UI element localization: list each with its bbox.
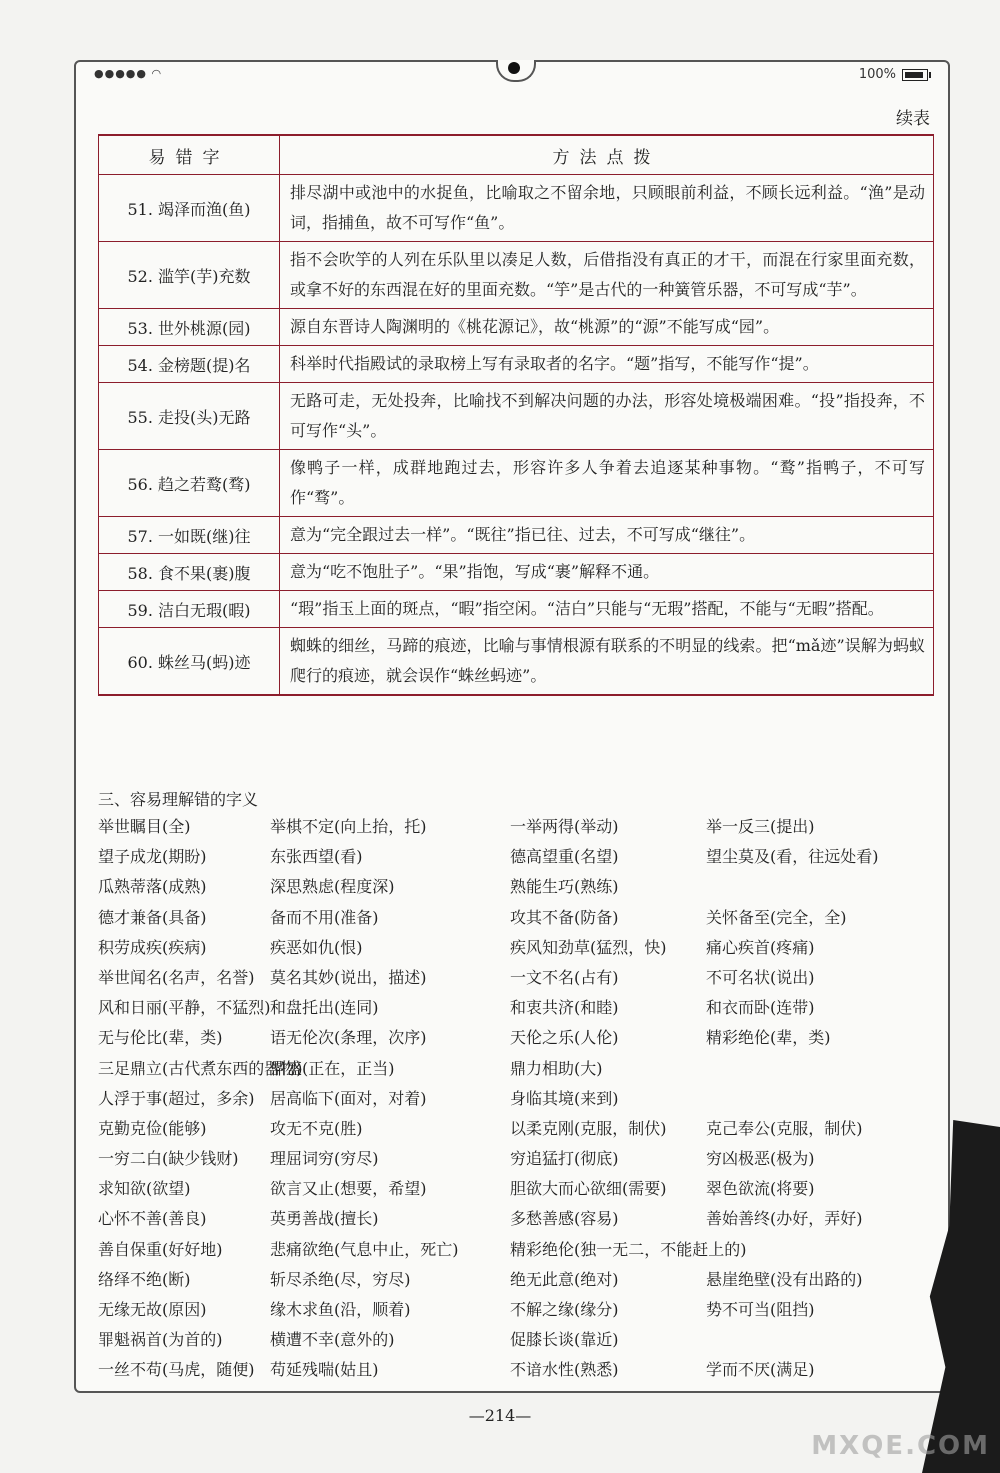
idiom-item: 和盘托出(连同)	[270, 998, 379, 1018]
method-tip: 蜘蛛的细丝，马蹄的痕迹，比喻与事情根源有联系的不明显的线索。把“mǎ迹”误解为蚂蚁爬行的痕迹，就会误作“蛛丝蚂迹”。	[280, 628, 934, 696]
method-tip: 指不会吹竽的人列在乐队里以凑足人数，后借指没有真正的才干，而混在行家里面充数，或拿不好的东西混在好的里面充数。“竽”是古代的一种簧管乐器，不可写成“芋”。	[280, 242, 934, 309]
idiom-item: 不解之缘(缘分)	[510, 1300, 619, 1319]
idiom-item: 穷凶极恶(极为)	[706, 1149, 815, 1169]
method-tip: 像鸭子一样，成群地跑过去，形容许多人争着去追逐某种事物。“鹜”指鸭子，不可写作“骛”。	[280, 450, 934, 517]
word-row	[98, 1237, 938, 1267]
idiom-item: 莫名其妙(说出，描述)	[270, 967, 427, 987]
word-row	[98, 1086, 938, 1116]
method-tip: 意为“完全跟过去一样”。“既往”指已往、过去，不可写成“继往”。	[280, 517, 934, 554]
idiom-item: 瓜熟蒂落(成熟)	[98, 877, 207, 897]
idiom-item: 风和日丽(平静，不猛烈)	[98, 998, 271, 1018]
idiom-item: 横遭不幸(意外的)	[270, 1330, 395, 1350]
error-word: 51. 竭泽而渔(鱼)	[99, 175, 280, 242]
idiom-item: 以柔克刚(克服，制伏)	[510, 1118, 667, 1138]
error-word: 58. 食不果(裹)腹	[99, 554, 280, 591]
idiom-item: 不谙水性(熟悉)	[510, 1360, 619, 1380]
idiom-item: 多愁善感(容易)	[510, 1209, 619, 1229]
idiom-item: 胆欲大而心欲细(需要)	[510, 1179, 667, 1199]
method-tip: 意为“吃不饱肚子”。“果”指饱，写成“裹”解释不通。	[280, 554, 934, 591]
table-row	[99, 628, 934, 696]
idiom-item: 善始善终(办好，弄好)	[706, 1209, 863, 1229]
idiom-item: 悲痛欲绝(气息中止，死亡)	[270, 1239, 459, 1259]
idiom-item: 和衣而卧(连带)	[706, 998, 815, 1018]
idiom-item: 居高临下(面对，对着)	[270, 1088, 427, 1108]
idiom-item: 求知欲(欲望)	[98, 1179, 191, 1199]
word-row	[98, 1116, 938, 1146]
idiom-item: 东张西望(看)	[270, 847, 363, 867]
word-row	[98, 1176, 938, 1206]
idiom-item: 绝无此意(绝对)	[510, 1269, 619, 1289]
idiom-item: 身临其境(来到)	[510, 1088, 619, 1108]
word-row	[98, 1206, 938, 1236]
idiom-item: 痛心疾首(疼痛)	[706, 937, 815, 957]
error-word: 55. 走投(头)无路	[99, 383, 280, 450]
table-row	[99, 346, 934, 383]
word-row	[98, 1056, 938, 1086]
error-words-table	[98, 134, 934, 696]
page-frame	[74, 60, 950, 1393]
word-row	[98, 844, 938, 874]
idiom-item: 积劳成疾(疾病)	[98, 937, 207, 957]
idiom-item: 熟能生巧(熟练)	[510, 877, 619, 897]
word-row	[98, 1297, 938, 1327]
table-header-row	[99, 135, 934, 175]
idiom-item: 英勇善战(擅长)	[270, 1209, 379, 1229]
idiom-item: 精彩绝伦(辈，类)	[706, 1028, 831, 1048]
idiom-item: 不可名状(说出)	[706, 967, 815, 987]
idiom-item: 一举两得(举动)	[510, 817, 619, 836]
idiom-item: 举世瞩目(全)	[98, 817, 191, 836]
idiom-item: 悬崖绝壁(没有出路的)	[706, 1269, 863, 1289]
table-row	[99, 450, 934, 517]
idiom-item: 翠色欲流(将要)	[706, 1179, 815, 1199]
continued-label: 续表	[896, 109, 930, 129]
idiom-item: 疾风知劲草(猛烈，快)	[510, 937, 667, 957]
idiom-item: 人浮于事(超过，多余)	[98, 1088, 255, 1108]
error-word: 59. 洁白无瑕(暇)	[99, 591, 280, 628]
error-word: 54. 金榜题(提)名	[99, 346, 280, 383]
idiom-item: 鼎力相助(大)	[510, 1058, 603, 1078]
idiom-item: 疾恶如仇(恨)	[270, 937, 363, 957]
idiom-item: 无与伦比(辈，类)	[98, 1028, 223, 1048]
method-tip: “瑕”指玉上面的斑点，“暇”指空闲。“洁白”只能与“无瑕”搭配，不能与“无暇”搭配。	[280, 591, 934, 628]
word-row	[98, 1357, 938, 1387]
word-row	[98, 1146, 938, 1176]
method-tip: 科举时代指殿试的录取榜上写有录取者的名字。“题”指写，不能写作“提”。	[280, 346, 934, 383]
word-row	[98, 935, 938, 965]
idiom-item: 学而不厌(满足)	[706, 1360, 815, 1380]
table-row	[99, 175, 934, 242]
idiom-item: 斩尽杀绝(尽，穷尽)	[270, 1269, 411, 1289]
error-word: 56. 趋之若鹜(骛)	[99, 450, 280, 517]
watermark-logo: MXQE.COM	[811, 1431, 990, 1461]
header-tip: 方法点拨	[280, 135, 934, 175]
idiom-item: 心怀不善(善良)	[98, 1209, 207, 1229]
word-row	[98, 905, 938, 935]
table-row	[99, 554, 934, 591]
idiom-item: 举棋不定(向上抬，托)	[270, 817, 427, 836]
idiom-item: 德高望重(名望)	[510, 847, 619, 867]
idiom-item: 罪魁祸首(为首的)	[98, 1330, 223, 1350]
idiom-item: 欲言又止(想要，希望)	[270, 1179, 427, 1199]
signal-icon: ●●●●● ◠	[94, 67, 163, 80]
camera-icon	[508, 62, 520, 74]
table-row	[99, 242, 934, 309]
idiom-item: 攻无不克(胜)	[270, 1118, 363, 1138]
idiom-item: 克己奉公(克服，制伏)	[706, 1118, 863, 1138]
method-tip: 无路可走，无处投奔，比喻找不到解决问题的办法，形容处境极端困难。“投”指投奔，不可写作“头”。	[280, 383, 934, 450]
idiom-item: 德才兼备(具备)	[98, 907, 207, 927]
method-tip: 排尽湖中或池中的水捉鱼，比喻取之不留余地，只顾眼前利益，不顾长远利益。“渔”是动词，指捕鱼，故不可写作“鱼”。	[280, 175, 934, 242]
status-bar	[76, 62, 948, 88]
idiom-item: 望尘莫及(看，往远处看)	[706, 847, 879, 867]
idiom-item: 和衷共济(和睦)	[510, 998, 619, 1018]
idiom-item: 鼎盛(正在，正当)	[270, 1058, 395, 1078]
error-word: 57. 一如既(继)往	[99, 517, 280, 554]
word-row	[98, 1267, 938, 1297]
section-title: 三、容易理解错的字义	[98, 790, 259, 809]
word-row	[98, 965, 938, 995]
idiom-item: 一穷二白(缺少钱财)	[98, 1149, 239, 1169]
idiom-item: 举世闻名(名声，名誉)	[98, 967, 255, 987]
idiom-item: 穷追猛打(彻底)	[510, 1149, 619, 1169]
page-number: —214—	[468, 1406, 532, 1425]
method-tip: 源自东晋诗人陶渊明的《桃花源记》，故“桃源”的“源”不能写成“园”。	[280, 309, 934, 346]
idiom-item: 促膝长谈(靠近)	[510, 1330, 619, 1350]
error-word: 52. 滥竽(芋)充数	[99, 242, 280, 309]
idiom-item: 攻其不备(防备)	[510, 907, 619, 927]
word-row	[98, 1025, 938, 1055]
idiom-item: 备而不用(准备)	[270, 907, 379, 927]
idiom-item: 一丝不苟(马虎，随便)	[98, 1360, 255, 1380]
word-list	[98, 814, 938, 1388]
table-row	[99, 591, 934, 628]
idiom-item: 无缘无故(原因)	[98, 1300, 207, 1319]
word-row	[98, 814, 938, 844]
header-word: 易错字	[99, 135, 280, 175]
idiom-item: 一文不名(占有)	[510, 967, 619, 987]
error-word: 60. 蛛丝马(蚂)迹	[99, 628, 280, 696]
word-row	[98, 1327, 938, 1357]
idiom-item: 势不可当(阻挡)	[706, 1300, 815, 1319]
table-row	[99, 383, 934, 450]
table-row	[99, 517, 934, 554]
idiom-item: 络绎不绝(断)	[98, 1269, 191, 1289]
battery-level: 100%	[858, 67, 896, 82]
idiom-item: 善自保重(好好地)	[98, 1239, 223, 1259]
idiom-item: 精彩绝伦(独一无二，不能赶上的)	[510, 1239, 747, 1259]
idiom-item: 望子成龙(期盼)	[98, 847, 207, 867]
idiom-item: 关怀备至(完全，全)	[706, 907, 847, 927]
idiom-item: 天伦之乐(人伦)	[510, 1028, 619, 1048]
battery-icon	[902, 69, 928, 81]
word-row	[98, 874, 938, 904]
error-word: 53. 世外桃源(园)	[99, 309, 280, 346]
word-row	[98, 995, 938, 1025]
idiom-item: 三足鼎立(古代煮东西的器物)	[98, 1058, 303, 1078]
idiom-item: 理屈词穷(穷尽)	[270, 1149, 379, 1169]
idiom-item: 苟延残喘(姑且)	[270, 1360, 379, 1380]
idiom-item: 缘木求鱼(沿，顺着)	[270, 1300, 411, 1319]
idiom-item: 语无伦次(条理，次序)	[270, 1028, 427, 1048]
idiom-item: 克勤克俭(能够)	[98, 1118, 207, 1138]
idiom-item: 深思熟虑(程度深)	[270, 877, 395, 897]
idiom-item: 举一反三(提出)	[706, 817, 815, 836]
table-row	[99, 309, 934, 346]
